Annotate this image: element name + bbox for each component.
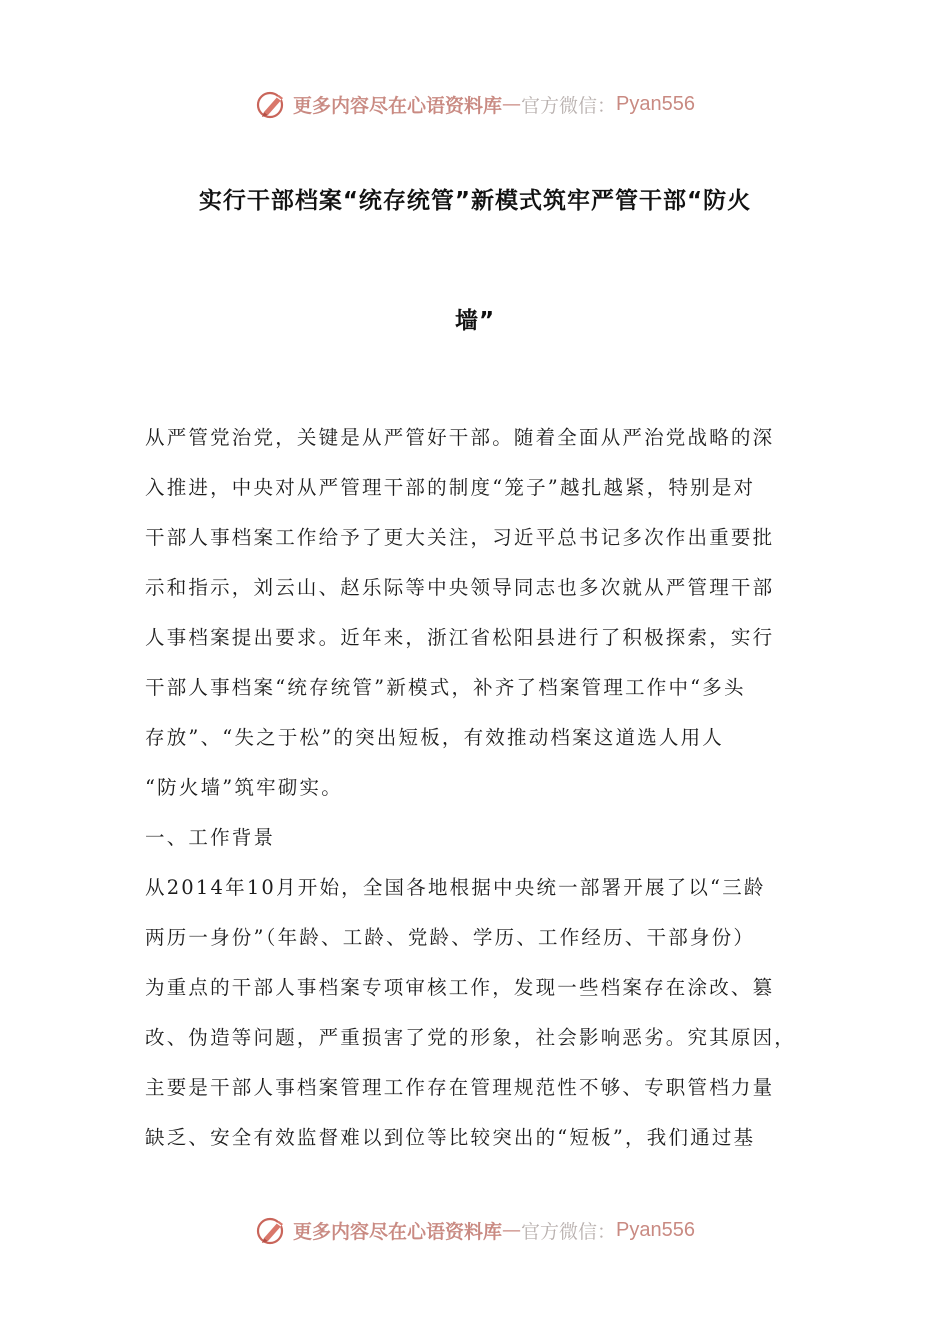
document-title-line-1: 实行干部档案“统存统管”新模式筑牢严管干部“防火 — [198, 188, 752, 214]
watermark-label: 官方微信： — [521, 1220, 617, 1243]
document-body — [145, 413, 817, 1163]
body-line: 示和指示，刘云山、赵乐际等中央领导同志也多次就从严管理干部 — [145, 576, 775, 599]
watermark-wechat-id: Pyan556 — [616, 1218, 695, 1241]
pen-logo-icon — [255, 1213, 289, 1247]
watermark-dash: — — [502, 1219, 522, 1241]
watermark-wechat-id: Pyan556 — [616, 92, 695, 115]
body-line: 两历一身份”（年龄、工龄、党龄、学历、工作经历、干部身份） — [145, 926, 756, 949]
body-line: 缺乏、安全有效监督难以到位等比较突出的“短板”，我们通过基 — [145, 1126, 756, 1149]
body-line: 人事档案提出要求。近年来，浙江省松阳县进行了积极探索，实行 — [145, 626, 775, 649]
document-title-line-2: 墙” — [454, 308, 496, 334]
watermark-dash: — — [502, 93, 522, 115]
body-line: 入推进，中央对从严管理干部的制度“笼子”越扎越紧，特别是对 — [145, 476, 756, 499]
body-line: 从2014年10月开始，全国各地根据中央统一部署开展了以“三龄 — [145, 876, 766, 899]
body-line: “防火墙”筑牢砌实。 — [145, 776, 343, 799]
body-line: 改、伪造等问题，严重损害了党的形象，社会影响恶劣。究其原因， — [145, 1026, 797, 1049]
body-line: 干部人事档案工作给予了更大关注，习近平总书记多次作出重要批 — [145, 526, 775, 549]
body-line: 主要是干部人事档案管理工作存在管理规范性不够、专职管档力量 — [145, 1076, 775, 1099]
body-line: 干部人事档案“统存统管”新模式，补齐了档案管理工作中“多头 — [145, 676, 746, 699]
pen-logo-icon — [255, 87, 289, 121]
footer-watermark — [0, 1210, 950, 1250]
section-heading: 一、工作背景 — [145, 826, 276, 849]
body-line: 从严管党治党，关键是从严管好干部。随着全面从严治党战略的深 — [145, 426, 775, 449]
body-line: 存放”、“失之于松”的突出短板，有效推动档案这道选人用人 — [145, 726, 725, 749]
watermark-brand: 更多内容尽在心语资料库 — [293, 94, 503, 117]
watermark-brand: 更多内容尽在心语资料库 — [293, 1220, 503, 1243]
header-watermark — [0, 84, 950, 124]
body-line: 为重点的干部人事档案专项审核工作，发现一些档案存在涂改、篡 — [145, 976, 775, 999]
watermark-label: 官方微信： — [521, 94, 617, 117]
